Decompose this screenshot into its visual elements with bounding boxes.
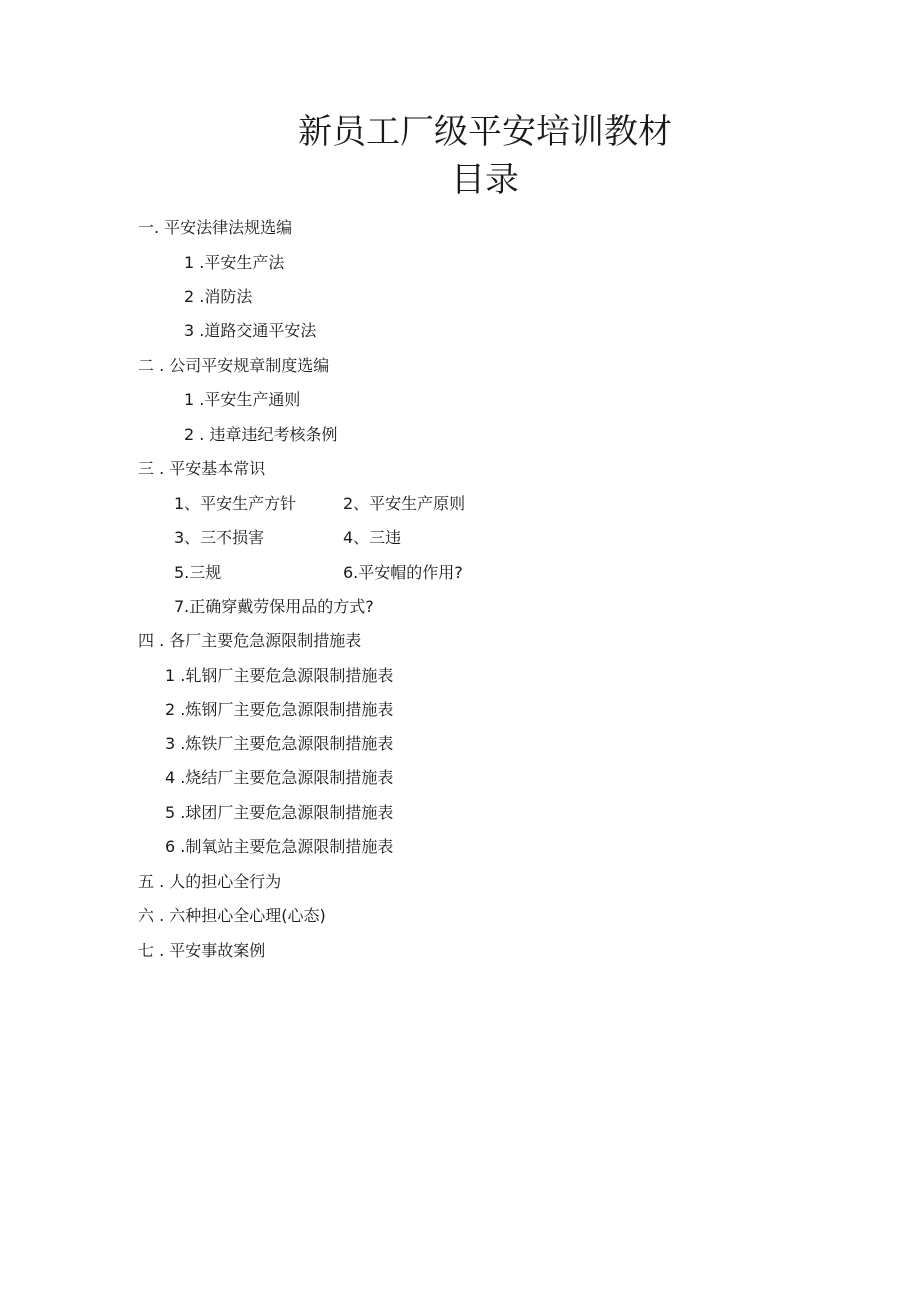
toc-item-4-2[interactable]: 2 .炼钢厂主要危急源限制措施表 [165, 700, 394, 719]
toc-item-3-7[interactable]: 7.正确穿戴劳保用品的方式? [174, 597, 374, 616]
toc-item-4-4[interactable]: 4 .烧结厂主要危急源限制措施表 [165, 768, 394, 787]
toc-item-4-3[interactable]: 3 .炼铁厂主要危急源限制措施表 [165, 734, 394, 753]
toc-item-3-4[interactable]: 4、三违 [343, 528, 402, 547]
toc-item-3-5[interactable]: 5.三规 [174, 563, 222, 582]
toc-item-3-2[interactable]: 2、平安生产原则 [343, 494, 466, 513]
toc-item-1-2[interactable]: 2 .消防法 [184, 287, 253, 306]
toc-section-6[interactable]: 六 . 六种担心全心理(心态) [138, 906, 326, 925]
toc-item-3-6[interactable]: 6.平安帽的作用? [343, 563, 463, 582]
toc-item-2-2[interactable]: 2 . 违章违纪考核条例 [184, 425, 338, 444]
toc-section-4[interactable]: 四 . 各厂主要危急源限制措施表 [138, 631, 362, 650]
toc-item-4-5[interactable]: 5 .球团厂主要危急源限制措施表 [165, 803, 394, 822]
toc-item-1-3[interactable]: 3 .道路交通平安法 [184, 321, 317, 340]
toc-section-1[interactable]: 一. 平安法律法规选编 [138, 218, 293, 237]
toc-section-5[interactable]: 五 . 人的担心全行为 [138, 872, 282, 891]
toc-item-2-1[interactable]: 1 .平安生产通则 [184, 390, 301, 409]
toc-item-4-1[interactable]: 1 .轧钢厂主要危急源限制措施表 [165, 666, 394, 685]
toc-item-4-6[interactable]: 6 .制氧站主要危急源限制措施表 [165, 837, 394, 856]
toc-section-7[interactable]: 七 . 平安事故案例 [138, 941, 266, 960]
toc-item-3-1[interactable]: 1、平安生产方针 [174, 494, 297, 513]
toc-section-2[interactable]: 二 . 公司平安规章制度选编 [138, 356, 330, 375]
document-subtitle: 目录 [451, 160, 519, 200]
toc-item-1-1[interactable]: 1 .平安生产法 [184, 253, 285, 272]
document-title: 新员工厂级平安培训教材 [298, 112, 672, 152]
toc-item-3-3[interactable]: 3、三不损害 [174, 528, 265, 547]
toc-section-3[interactable]: 三 . 平安基本常识 [138, 459, 266, 478]
